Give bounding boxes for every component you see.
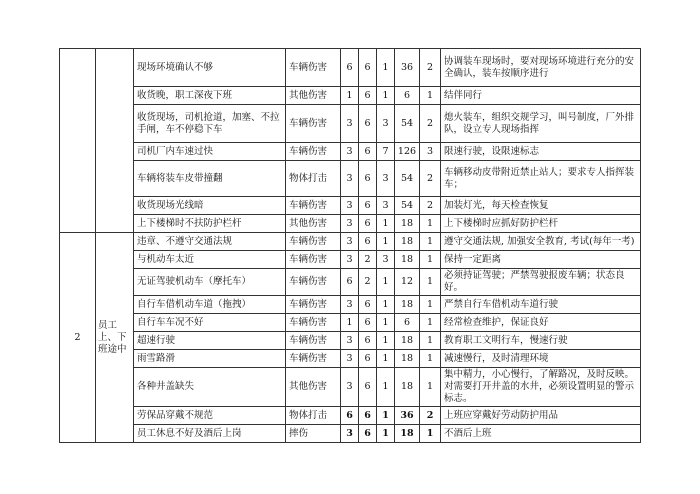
harm-type-cell: 物体打击 [286, 407, 341, 425]
risk-level-cell: 3 [420, 143, 441, 161]
control-measure-cell: 遵守交通法规, 加强安全教育, 考试(每年一考) [441, 233, 641, 251]
control-measure-cell: 加装灯光，每天检查恢复 [441, 197, 641, 215]
risk-level-cell: 1 [420, 368, 441, 407]
score-c-cell: 3 [377, 105, 395, 143]
score-c-cell: 1 [377, 215, 395, 233]
table-row [60, 215, 641, 233]
score-d-cell: 18 [395, 251, 420, 269]
table-row [60, 332, 641, 350]
control-measure-cell: 不酒后上班 [441, 425, 641, 443]
score-d-cell: 12 [395, 269, 420, 296]
risk-level-cell: 2 [420, 161, 441, 197]
score-l-cell: 3 [341, 425, 359, 443]
score-d-cell: 54 [395, 105, 420, 143]
risk-level-cell: 2 [420, 407, 441, 425]
score-e-cell: 6 [359, 350, 377, 368]
score-l-cell: 3 [341, 161, 359, 197]
harm-type-cell: 其他伤害 [286, 368, 341, 407]
table-row [60, 425, 641, 443]
score-e-cell: 6 [359, 105, 377, 143]
score-c-cell: 7 [377, 143, 395, 161]
control-measure-cell: 上下楼梯时应抓好防护栏杆 [441, 215, 641, 233]
hazard-item-cell: 收货现场，司机抢道，加塞、不拉手闸，车不停稳下车 [134, 105, 286, 143]
score-c-cell: 3 [377, 251, 395, 269]
score-e-cell: 6 [359, 87, 377, 105]
score-l-cell: 6 [341, 407, 359, 425]
harm-type-cell: 物体打击 [286, 161, 341, 197]
score-c-cell: 3 [377, 161, 395, 197]
score-l-cell: 3 [341, 233, 359, 251]
table-row [60, 314, 641, 332]
score-d-cell: 126 [395, 143, 420, 161]
risk-level-cell: 1 [420, 296, 441, 314]
score-e-cell: 6 [359, 296, 377, 314]
score-e-cell: 6 [359, 49, 377, 87]
risk-level-cell: 1 [420, 215, 441, 233]
hazard-item-cell: 员工休息不好及酒后上岗 [134, 425, 286, 443]
table-row [60, 350, 641, 368]
score-e-cell: 6 [359, 407, 377, 425]
score-l-cell: 1 [341, 87, 359, 105]
score-e-cell: 2 [359, 251, 377, 269]
score-l-cell: 6 [341, 269, 359, 296]
harm-type-cell: 车辆伤害 [286, 251, 341, 269]
hazard-item-cell: 司机厂内车速过快 [134, 143, 286, 161]
risk-level-cell: 1 [420, 87, 441, 105]
risk-level-cell: 1 [420, 314, 441, 332]
control-measure-cell: 集中精力，小心慢行，了解路况，及时反映。对需要打开井盖的水井，必须设置明显的警示标志。 [441, 368, 641, 407]
hazard-item-cell: 现场环境确认不够 [134, 49, 286, 87]
control-measure-cell: 协调装车现场时，要对现场环境进行充分的安全确认，装车按顺序进行 [441, 49, 641, 87]
control-measure-cell: 结伴同行 [441, 87, 641, 105]
risk-assessment-table [59, 48, 641, 443]
score-l-cell: 3 [341, 350, 359, 368]
score-d-cell: 18 [395, 233, 420, 251]
score-c-cell: 1 [377, 296, 395, 314]
score-l-cell: 3 [341, 105, 359, 143]
harm-type-cell: 摔伤 [286, 425, 341, 443]
control-measure-cell: 必须持证驾驶；严禁驾驶报废车辆；状态良好。 [441, 269, 641, 296]
score-l-cell: 3 [341, 296, 359, 314]
score-d-cell: 18 [395, 425, 420, 443]
score-l-cell: 3 [341, 332, 359, 350]
table-row [60, 368, 641, 407]
harm-type-cell: 车辆伤害 [286, 49, 341, 87]
table-row [60, 49, 641, 87]
hazard-item-cell: 违章、不遵守交通法规 [134, 233, 286, 251]
score-e-cell: 6 [359, 425, 377, 443]
score-l-cell: 3 [341, 251, 359, 269]
table-row [60, 105, 641, 143]
risk-level-cell: 1 [420, 251, 441, 269]
score-c-cell: 1 [377, 368, 395, 407]
hazard-item-cell: 劳保品穿戴不规范 [134, 407, 286, 425]
control-measure-cell: 减速慢行，及时清理环境 [441, 350, 641, 368]
risk-level-cell: 1 [420, 269, 441, 296]
score-l-cell: 3 [341, 215, 359, 233]
score-e-cell: 6 [359, 314, 377, 332]
score-l-cell: 3 [341, 143, 359, 161]
hazard-item-cell: 无证驾驶机动车（摩托车） [134, 269, 286, 296]
control-measure-cell: 熄火装车，组织交规学习，叫号制度，厂外排队，设立专人现场指挥 [441, 105, 641, 143]
risk-level-cell: 2 [420, 197, 441, 215]
score-e-cell: 6 [359, 368, 377, 407]
table-row [60, 143, 641, 161]
score-c-cell: 1 [377, 407, 395, 425]
score-e-cell: 6 [359, 215, 377, 233]
table-row [60, 407, 641, 425]
score-c-cell: 1 [377, 425, 395, 443]
score-e-cell: 6 [359, 197, 377, 215]
score-c-cell: 1 [377, 350, 395, 368]
hazard-item-cell: 与机动车太近 [134, 251, 286, 269]
score-d-cell: 18 [395, 368, 420, 407]
harm-type-cell: 车辆伤害 [286, 143, 341, 161]
risk-level-cell: 1 [420, 350, 441, 368]
table-row [60, 251, 641, 269]
control-measure-cell: 车辆移动皮带附近禁止站人；要求专人指挥装车； [441, 161, 641, 197]
risk-level-cell: 1 [420, 332, 441, 350]
score-c-cell: 1 [377, 314, 395, 332]
score-c-cell: 1 [377, 87, 395, 105]
hazard-item-cell: 车辆将装车皮带撞翻 [134, 161, 286, 197]
score-e-cell: 6 [359, 143, 377, 161]
hazard-item-cell: 超速行驶 [134, 332, 286, 350]
hazard-item-cell: 上下楼梯时不扶防护栏杆 [134, 215, 286, 233]
score-l-cell: 3 [341, 368, 359, 407]
score-c-cell: 1 [377, 233, 395, 251]
harm-type-cell: 车辆伤害 [286, 296, 341, 314]
hazard-item-cell: 收货晚，职工深夜下班 [134, 87, 286, 105]
control-measure-cell: 保持一定距离 [441, 251, 641, 269]
control-measure-cell: 经常检查维护，保证良好 [441, 314, 641, 332]
group-name-cell [96, 49, 134, 233]
table-row [60, 296, 641, 314]
risk-level-cell: 2 [420, 49, 441, 87]
score-e-cell: 6 [359, 161, 377, 197]
score-e-cell: 6 [359, 233, 377, 251]
harm-type-cell: 车辆伤害 [286, 350, 341, 368]
control-measure-cell: 上班应穿戴好劳动防护用品 [441, 407, 641, 425]
score-d-cell: 18 [395, 350, 420, 368]
hazard-item-cell: 雨雪路滑 [134, 350, 286, 368]
score-c-cell: 1 [377, 269, 395, 296]
control-measure-cell: 严禁自行车借机动车道行驶 [441, 296, 641, 314]
group-name-cell: 员工上、下班途中 [96, 233, 134, 443]
score-d-cell: 36 [395, 407, 420, 425]
score-e-cell: 6 [359, 332, 377, 350]
score-e-cell: 2 [359, 269, 377, 296]
score-d-cell: 6 [395, 87, 420, 105]
score-l-cell: 1 [341, 314, 359, 332]
group-number-cell [60, 49, 96, 233]
table-row [60, 87, 641, 105]
table-row [60, 233, 641, 251]
score-d-cell: 6 [395, 314, 420, 332]
control-measure-cell: 限速行驶，设限速标志 [441, 143, 641, 161]
hazard-item-cell: 自行车借机动车道（拖拽） [134, 296, 286, 314]
harm-type-cell: 车辆伤害 [286, 269, 341, 296]
score-d-cell: 36 [395, 49, 420, 87]
hazard-item-cell: 各种井盖缺失 [134, 368, 286, 407]
score-l-cell: 3 [341, 197, 359, 215]
harm-type-cell: 车辆伤害 [286, 332, 341, 350]
table-row [60, 197, 641, 215]
risk-level-cell: 1 [420, 233, 441, 251]
harm-type-cell: 其他伤害 [286, 215, 341, 233]
score-l-cell: 6 [341, 49, 359, 87]
score-c-cell: 3 [377, 197, 395, 215]
harm-type-cell: 车辆伤害 [286, 105, 341, 143]
group-number-cell: 2 [60, 233, 96, 443]
score-d-cell: 54 [395, 197, 420, 215]
score-c-cell: 1 [377, 49, 395, 87]
table-row [60, 269, 641, 296]
score-d-cell: 18 [395, 332, 420, 350]
harm-type-cell: 其他伤害 [286, 87, 341, 105]
hazard-item-cell: 收货现场光线暗 [134, 197, 286, 215]
table-row [60, 161, 641, 197]
hazard-item-cell: 自行车车况不好 [134, 314, 286, 332]
risk-level-cell: 2 [420, 105, 441, 143]
risk-level-cell: 1 [420, 425, 441, 443]
score-d-cell: 54 [395, 161, 420, 197]
control-measure-cell: 教育职工文明行车，慢速行驶 [441, 332, 641, 350]
harm-type-cell: 车辆伤害 [286, 197, 341, 215]
harm-type-cell: 车辆伤害 [286, 314, 341, 332]
score-d-cell: 18 [395, 296, 420, 314]
score-d-cell: 18 [395, 215, 420, 233]
score-c-cell: 1 [377, 332, 395, 350]
table-body [60, 49, 641, 443]
harm-type-cell: 车辆伤害 [286, 233, 341, 251]
